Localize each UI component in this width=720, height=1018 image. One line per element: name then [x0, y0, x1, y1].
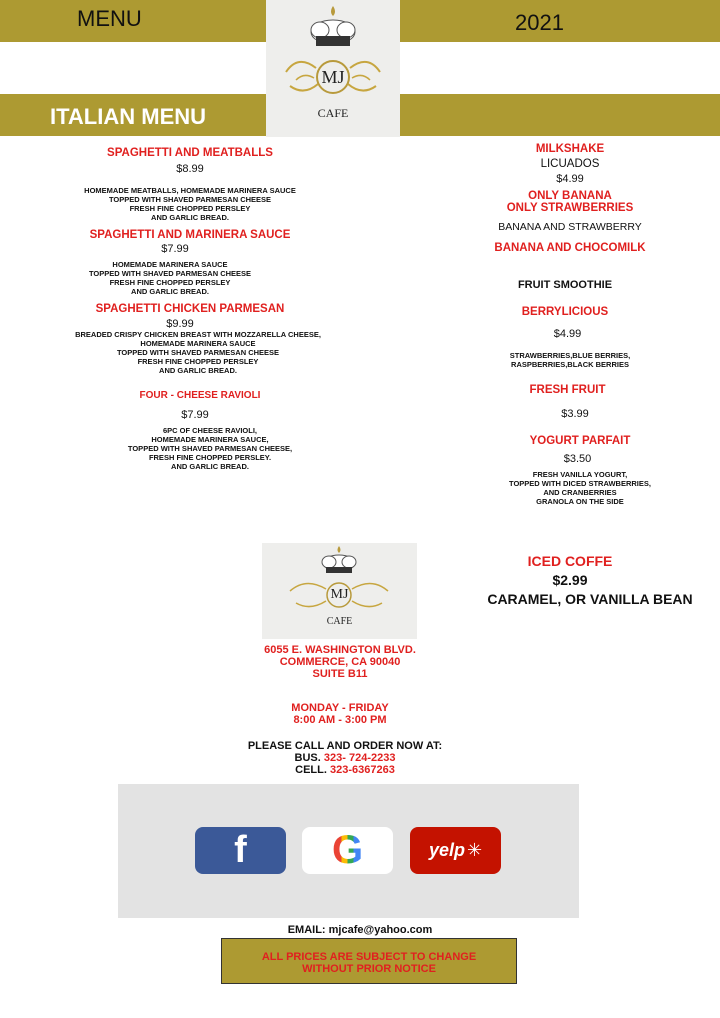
- item-price-spaghetti-meatballs: $8.99: [176, 163, 204, 175]
- yogurt-parfait-price: $3.50: [563, 453, 592, 465]
- iced-coffe-title: ICED COFFE: [527, 553, 613, 569]
- desc-line: FRESH FINE CHOPPED PERSLEY: [129, 204, 251, 213]
- fresh-fruit-title: FRESH FRUIT: [529, 384, 606, 396]
- logo-bottom: [262, 543, 417, 639]
- desc-line: AND GARLIC BREAD.: [159, 366, 237, 375]
- milkshake-subtitle: LICUADOS: [540, 158, 600, 170]
- item-title-spaghetti-meatballs: SPAGHETTI AND MEATBALLS: [107, 147, 273, 159]
- cell-phone-number[interactable]: 323-6367263: [330, 764, 395, 776]
- section-title: ITALIAN MENU: [50, 104, 207, 129]
- social-panel: [118, 784, 579, 918]
- disclaimer-text: [222, 951, 516, 975]
- desc-line: TOPPED WITH DICED STRAWBERRIES,: [509, 479, 651, 488]
- facebook-glyph: f: [234, 829, 247, 871]
- fresh-fruit-price: $3.99: [561, 408, 589, 420]
- berrylicious-title: BERRYLICIOUS: [521, 306, 609, 318]
- address-line: 6055 E. WASHINGTON BLVD.: [264, 644, 416, 656]
- desc-line: TOPPED WITH SHAVED PARMESAN CHEESE,: [127, 444, 293, 453]
- desc-line: BREADED CRISPY CHICKEN BREAST WITH MOZZARELLA CHEESE,: [75, 330, 321, 339]
- item-desc-four-cheese-ravioli: [40, 426, 380, 471]
- desc-line: HOMEMADE MARINERA SAUCE,: [151, 435, 269, 444]
- yelp-burst-icon: ✳: [466, 840, 483, 860]
- desc-line: HOMEMADE MEATBALLS, HOMEMADE MARINERA SAUCE: [84, 186, 296, 195]
- logo-top-cafe: CAFE: [317, 106, 349, 120]
- logo-top: [266, 0, 400, 137]
- yelp-icon[interactable]: [410, 827, 501, 874]
- item-price-four-cheese-ravioli: $7.99: [181, 409, 209, 421]
- address-block: [240, 644, 440, 680]
- bus-phone-line: [200, 752, 490, 764]
- desc-line: HOMEMADE MARINERA SAUCE: [140, 339, 256, 348]
- iced-coffe-price: $2.99: [552, 572, 588, 588]
- milkshake-title: MILKSHAKE: [535, 143, 605, 155]
- berrylicious-price: $4.99: [553, 328, 582, 340]
- only-banana: ONLY BANANA: [528, 190, 612, 202]
- header-year: 2021: [515, 10, 564, 35]
- only-strawberries: ONLY STRAWBERRIES: [506, 202, 634, 214]
- item-title-chicken-parmesan: SPAGHETTI CHICKEN PARMESAN: [95, 303, 285, 315]
- desc-line: TOPPED WITH SHAVED PARMESAN CHEESE: [88, 269, 252, 278]
- banana-strawberry: BANANA AND STRAWBERRY: [498, 221, 642, 233]
- hours-block: [240, 702, 440, 726]
- address-line: COMMERCE, CA 90040: [279, 656, 401, 668]
- item-desc-chicken-parmesan: [28, 330, 368, 375]
- google-icon[interactable]: [302, 827, 393, 874]
- item-price-chicken-parmesan: $9.99: [166, 318, 194, 330]
- disclaimer-line: ALL PRICES ARE SUBJECT TO CHANGE: [261, 951, 477, 963]
- header-menu-label: MENU: [77, 6, 142, 31]
- iced-coffe-flavors: CARAMEL, OR VANILLA BEAN: [487, 591, 693, 607]
- email-line[interactable]: EMAIL: mjcafe@yahoo.com: [287, 924, 433, 936]
- google-glyph: G: [331, 828, 364, 872]
- cell-phone-line: [200, 764, 490, 776]
- fruit-smoothie: FRUIT SMOOTHIE: [517, 279, 613, 291]
- desc-line: AND GARLIC BREAD.: [171, 462, 249, 471]
- item-price-spaghetti-marinera: $7.99: [161, 243, 189, 255]
- desc-line: AND CRANBERRIES: [543, 488, 617, 497]
- bus-phone-number[interactable]: 323- 724-2233: [323, 752, 396, 764]
- disclaimer-line: WITHOUT PRIOR NOTICE: [302, 963, 436, 975]
- desc-line: FRESH VANILLA YOGURT,: [532, 470, 628, 479]
- desc-line: AND GARLIC BREAD.: [131, 287, 209, 296]
- banana-chocomilk: BANANA AND CHOCOMILK: [494, 242, 646, 254]
- disclaimer-box: [221, 938, 517, 984]
- hours-line: MONDAY - FRIDAY: [291, 702, 389, 714]
- desc-line: TOPPED WITH SHAVED PARMESAN CHEESE: [116, 348, 280, 357]
- milkshake-price: $4.99: [556, 173, 584, 185]
- hours-line: 8:00 AM - 3:00 PM: [293, 714, 387, 726]
- desc-line: RASPBERRIES,BLACK BERRIES: [511, 360, 629, 369]
- logo-bottom-cafe: CAFE: [326, 616, 353, 627]
- facebook-icon[interactable]: [195, 827, 286, 874]
- desc-line: STRAWBERRIES,BLUE BERRIES,: [509, 351, 631, 360]
- desc-line: FRESH FINE CHOPPED PERSLEY.: [148, 453, 272, 462]
- desc-line: GRANOLA ON THE SIDE: [536, 497, 624, 506]
- desc-line: HOMEMADE MARINERA SAUCE: [112, 260, 228, 269]
- desc-line: FRESH FINE CHOPPED PERSLEY: [137, 357, 259, 366]
- logo-bottom-mj: MJ: [330, 587, 349, 602]
- desc-line: TOPPED WITH SHAVED PARMESAN CHEESE: [108, 195, 272, 204]
- yogurt-parfait-desc: [470, 470, 690, 506]
- item-title-spaghetti-marinera: SPAGHETTI AND MARINERA SAUCE: [89, 229, 291, 241]
- desc-line: FRESH FINE CHOPPED PERSLEY: [109, 278, 231, 287]
- yogurt-parfait-title: YOGURT PARFAIT: [529, 435, 631, 447]
- cell-label: CELL.: [295, 764, 327, 776]
- desc-line: AND GARLIC BREAD.: [151, 213, 229, 222]
- desc-line: 6PC OF CHEESE RAVIOLI,: [162, 426, 258, 435]
- address-line: SUITE B11: [312, 668, 368, 680]
- yelp-glyph: yelp: [428, 840, 465, 860]
- berrylicious-desc: [470, 351, 670, 369]
- logo-top-mj: MJ: [321, 67, 345, 87]
- item-desc-spaghetti-marinera: [40, 260, 300, 296]
- call-line: PLEASE CALL AND ORDER NOW AT:: [247, 740, 443, 752]
- item-title-four-cheese-ravioli: FOUR - CHEESE RAVIOLI: [139, 390, 261, 401]
- bus-label: BUS.: [294, 752, 321, 764]
- item-desc-spaghetti-meatballs: [40, 186, 340, 222]
